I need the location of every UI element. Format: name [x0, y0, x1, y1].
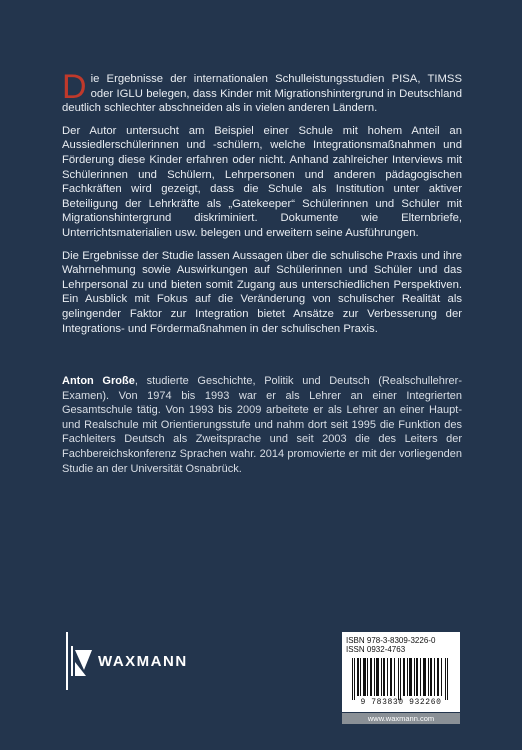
author-bio	[62, 374, 462, 476]
issn-text: ISSN 0932-4763	[346, 645, 406, 654]
publisher-name: WAXMANN	[98, 652, 188, 670]
blurb-paragraph-1	[62, 68, 462, 116]
publisher-url: www.waxmann.com	[342, 713, 460, 724]
isbn-text: ISBN 978-3-8309-3226-0	[346, 636, 436, 645]
isbn-barcode-box	[342, 632, 460, 712]
barcode-icon	[346, 658, 456, 700]
author-bio-text: , studierte Geschichte, Politik und Deutsch (Realschullehrer-Examen). Von 1974 bis 1993 war er als Lehrer an einer Integrierten Gesamtschule tätig. Von 1993 bis 2009 arbeitete er als Lehrer an einer Haupt- und Realschule mit Orientierungsstufe und nahm dort seit 1995 die Funktion des Fachleiters Deutsch als Zweitsprache und seit 2003 die des Leiters der Fachbereichskonferenz Sprachen wahr. 2014 promovierte er mit der vorliegenden Studie an der Universität Osnabrück.	[62, 375, 463, 475]
blurb-paragraph-3: Die Ergebnisse der Studie lassen Aussagen über die schulische Praxis und ihre Wahrnehmung sowie Auswirkungen auf Schülerinnen und Schüler und das Lehrpersonal zu und bieten somit Zugang aus unterschiedlichen Perspektiven. Ein Ausblick mit Fokus auf die Veränderung von schulischer Realität als gelingender Faktor zur Integration bietet Ansätze zur Verbesserung der Integrations- und Fördermaßnahmen in der schulischen Praxis.	[62, 249, 462, 335]
back-cover-blurb	[62, 68, 462, 344]
drop-cap: D	[62, 68, 87, 106]
barcode-number: 9 783830 932260	[360, 698, 442, 707]
blurb-paragraph-2: Der Autor untersucht am Beispiel einer Schule mit hohem Anteil an Aussiedlerschülerinnen und -schülern, welche Integrationsmaßnahmen und Förderung diese Kinder erfahren oder nicht. Anhand zahlreicher Interviews mit Schülerinnen und Schülern, Lehrpersonen und anderen pädagogischen Fachkräften wird gezeigt, dass die Schule als Institution unter aktiver Beteiligung der Lehrkräfte als „Gatekeeper“ Schülerinnen und Schüler mit Migrationshintergrund diskriminiert. Dokumente wie Elternbriefe, Unterrichtsmaterialien usw. belegen und erweitern seine Ausführungen.	[62, 124, 462, 239]
blurb-paragraph-1-text: ie Ergebnisse der internationalen Schulleistungsstudien PISA, TIMSS oder IGLU belegen, dass Kinder mit Migrationshintergrund in Deutschland deutlich schlechter abschneiden als in vielen anderen Ländern.	[62, 73, 462, 115]
publisher-logo	[62, 632, 188, 690]
author-name: Anton Große	[62, 375, 135, 387]
waxmann-logo-icon	[62, 632, 94, 690]
